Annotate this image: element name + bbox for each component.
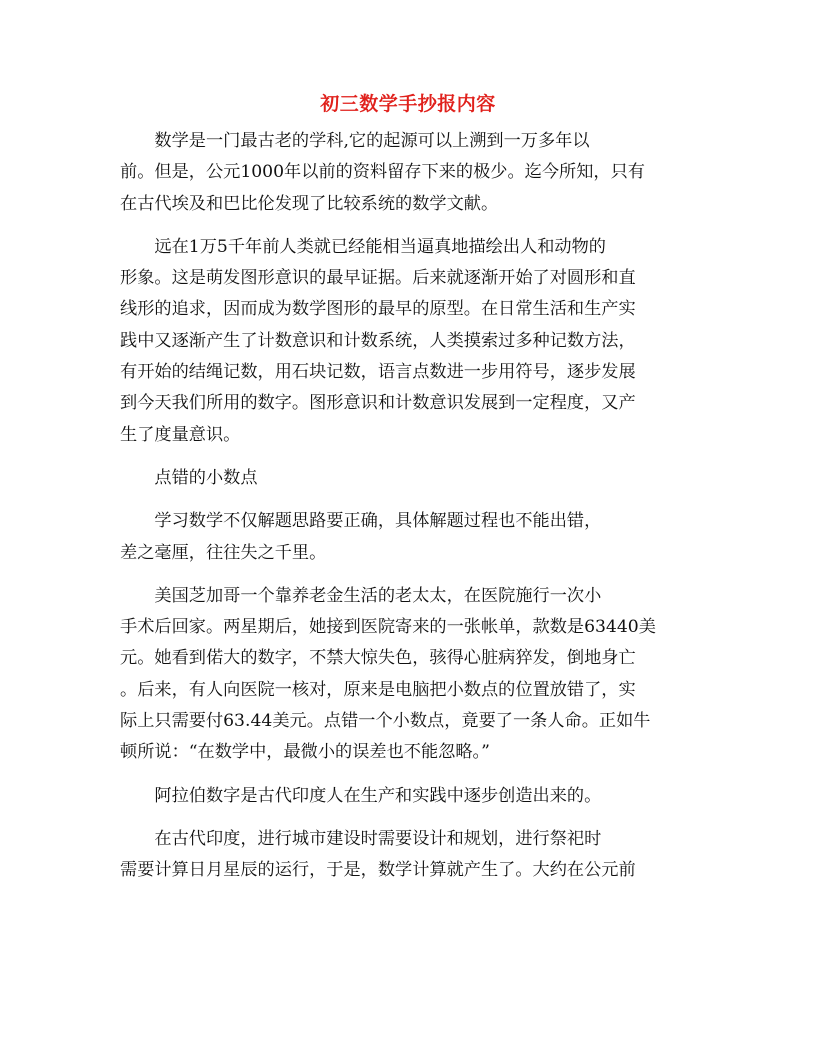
paragraph-line: 手术后回家。两星期后，她接到医院寄来的一张帐单，款数是63440美 [120, 617, 656, 638]
paragraph-arabic-numerals [120, 781, 696, 812]
paragraph-line: 前。但是，公元1000年以前的资料留存下来的极少。迄今所知，只有 [120, 162, 645, 183]
paragraph-line: 顿所说：“在数学中，最微小的误差也不能忽略。” [120, 742, 490, 763]
paragraph-line: 在古代埃及和巴比伦发现了比较系统的数学文献。 [120, 193, 499, 214]
paragraph-line: 需要计算日月星辰的运行，于是，数学计算就产生了。大约在公元前 [120, 860, 636, 881]
paragraph-line: 线形的追求，因而成为数学图形的最早的原型。在日常生活和生产实 [120, 299, 636, 320]
document-title: 初三数学手抄报内容 [320, 93, 496, 115]
paragraph-line: 形象。这是萌发图形意识的最早证据。后来就逐渐开始了对圆形和直 [120, 268, 636, 289]
paragraph-line: 远在1万5千年前人类就已经能相当逼真地描绘出人和动物的 [154, 236, 606, 257]
paragraph-early-humans [120, 232, 696, 451]
paragraph-line: 数学是一门最古老的学科,它的起源可以上溯到一万多年以 [154, 131, 590, 151]
section-heading-decimal-point [120, 463, 696, 494]
paragraph-line: 元。她看到偌大的数字，不禁大惊失色，骇得心脏病猝发，倒地身亡 [120, 648, 636, 669]
paragraph-learning-math [120, 506, 696, 569]
document-page [120, 92, 696, 899]
paragraph-line: 学习数学不仅解题思路要正确，具体解题过程也不能出错， [154, 511, 602, 532]
paragraph-line: 在古代印度，进行城市建设时需要设计和规划，进行祭祀时 [154, 828, 602, 849]
paragraph-line: 践中又逐渐产生了计数意识和计数系统，人类摸索过多种记数方法， [120, 330, 636, 351]
paragraph-chicago-story [120, 581, 696, 769]
paragraph-line: 。后来，有人向医院一核对，原来是电脑把小数点的位置放错了，实 [120, 679, 636, 700]
paragraph-line: 生了度量意识。 [120, 424, 241, 445]
paragraph-line: 阿拉伯数字是古代印度人在生产和实践中逐步创造出来的。 [154, 785, 602, 806]
paragraph-line: 到今天我们所用的数字。图形意识和计数意识发展到一定程度，又产 [120, 393, 636, 414]
paragraph-line: 差之毫厘，往往失之千里。 [120, 542, 327, 563]
paragraph-line: 际上只需要付63.44美元。点错一个小数点，竟要了一条人命。正如牛 [120, 711, 651, 732]
paragraph-ancient-india [120, 824, 696, 887]
paragraph-origin [120, 126, 696, 220]
paragraph-line: 点错的小数点 [154, 467, 258, 488]
paragraph-line: 美国芝加哥一个靠养老金生活的老太太，在医院施行一次小 [154, 585, 602, 606]
paragraph-line: 有开始的结绳记数，用石块记数，语言点数进一步用符号，逐步发展 [120, 362, 636, 383]
